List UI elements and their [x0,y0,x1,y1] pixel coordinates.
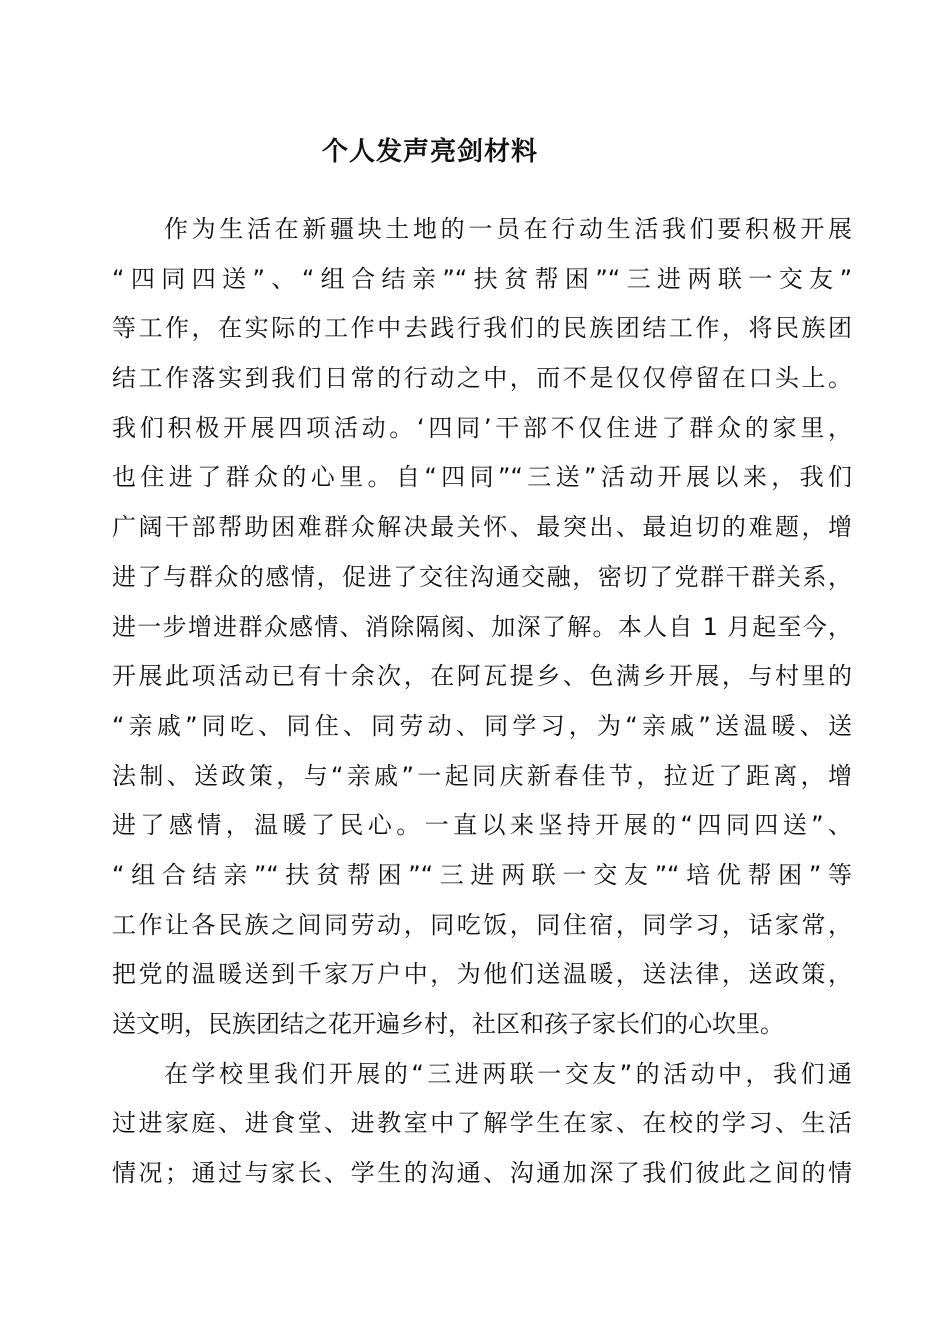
document-title: 个人发声亮剑材料 [321,137,538,167]
paragraph-line: 结工作落实到我们日常的行动之中，而不是仅仅停留在口头上。 [112,364,852,393]
paragraph-line: 等工作，在实际的工作中去践行我们的民族团结工作，将民族团 [112,314,852,343]
paragraph-line: 工作让各民族之间同劳动，同吃饭，同住宿，同学习，话家常， [112,910,852,939]
paragraph-line: 也住进了群众的心里。自“四同”“三送”活动开展以来，我们 [112,463,852,492]
paragraph-line: 法制、送政策，与“亲戚”一起同庆新春佳节，拉近了距离，增 [112,761,852,790]
paragraph-line: 进了感情，温暖了民心。一直以来坚持开展的“四同四送”、 [112,811,852,840]
paragraph-line: “组合结亲”“扶贫帮困”“三进两联一交友”“培优帮困”等 [112,860,852,889]
paragraph-line: “四同四送”、“组合结亲”“扶贫帮困”“三进两联一交友” [112,264,852,293]
paragraph-line: 我们积极开展四项活动。‘四同’干部不仅住进了群众的家里， [112,413,852,442]
paragraph-line: 把党的温暖送到千家万户中，为他们送温暖，送法律，送政策， [112,960,852,989]
paragraph-line: 进了与群众的感情，促进了交往沟通交融，密切了党群干群关系， [112,562,852,591]
paragraph-line: 开展此项活动已有十余次，在阿瓦提乡、色满乡开展，与村里的 [112,662,852,691]
paragraph-line: 进一步增进群众感情、消除隔阂、加深了解。本人自 1 月起至今， [112,612,852,641]
paragraph-line: 广阔干部帮助困难群众解决最关怀、最突出、最迫切的难题，增 [112,513,852,542]
paragraph-line: 情况；通过与家长、学生的沟通、沟通加深了我们彼此之间的情 [112,1159,852,1188]
document-body [112,205,852,1199]
paragraph-line: 送文明，民族团结之花开遍乡村，社区和孩子家长们的心坎里。 [112,1010,784,1038]
paragraph-line: “亲戚”同吃、同住、同劳动、同学习，为“亲戚”送温暖、送 [112,711,852,740]
paragraph-line: 过进家庭、进食堂、进教室中了解学生在家、在校的学习、生活 [112,1109,852,1138]
paragraph-line: 作为生活在新疆块土地的一员在行动生活我们要积极开展 [164,215,852,243]
paragraph-line: 在学校里我们开展的“三进两联一交友”的活动中，我们通 [164,1059,852,1088]
